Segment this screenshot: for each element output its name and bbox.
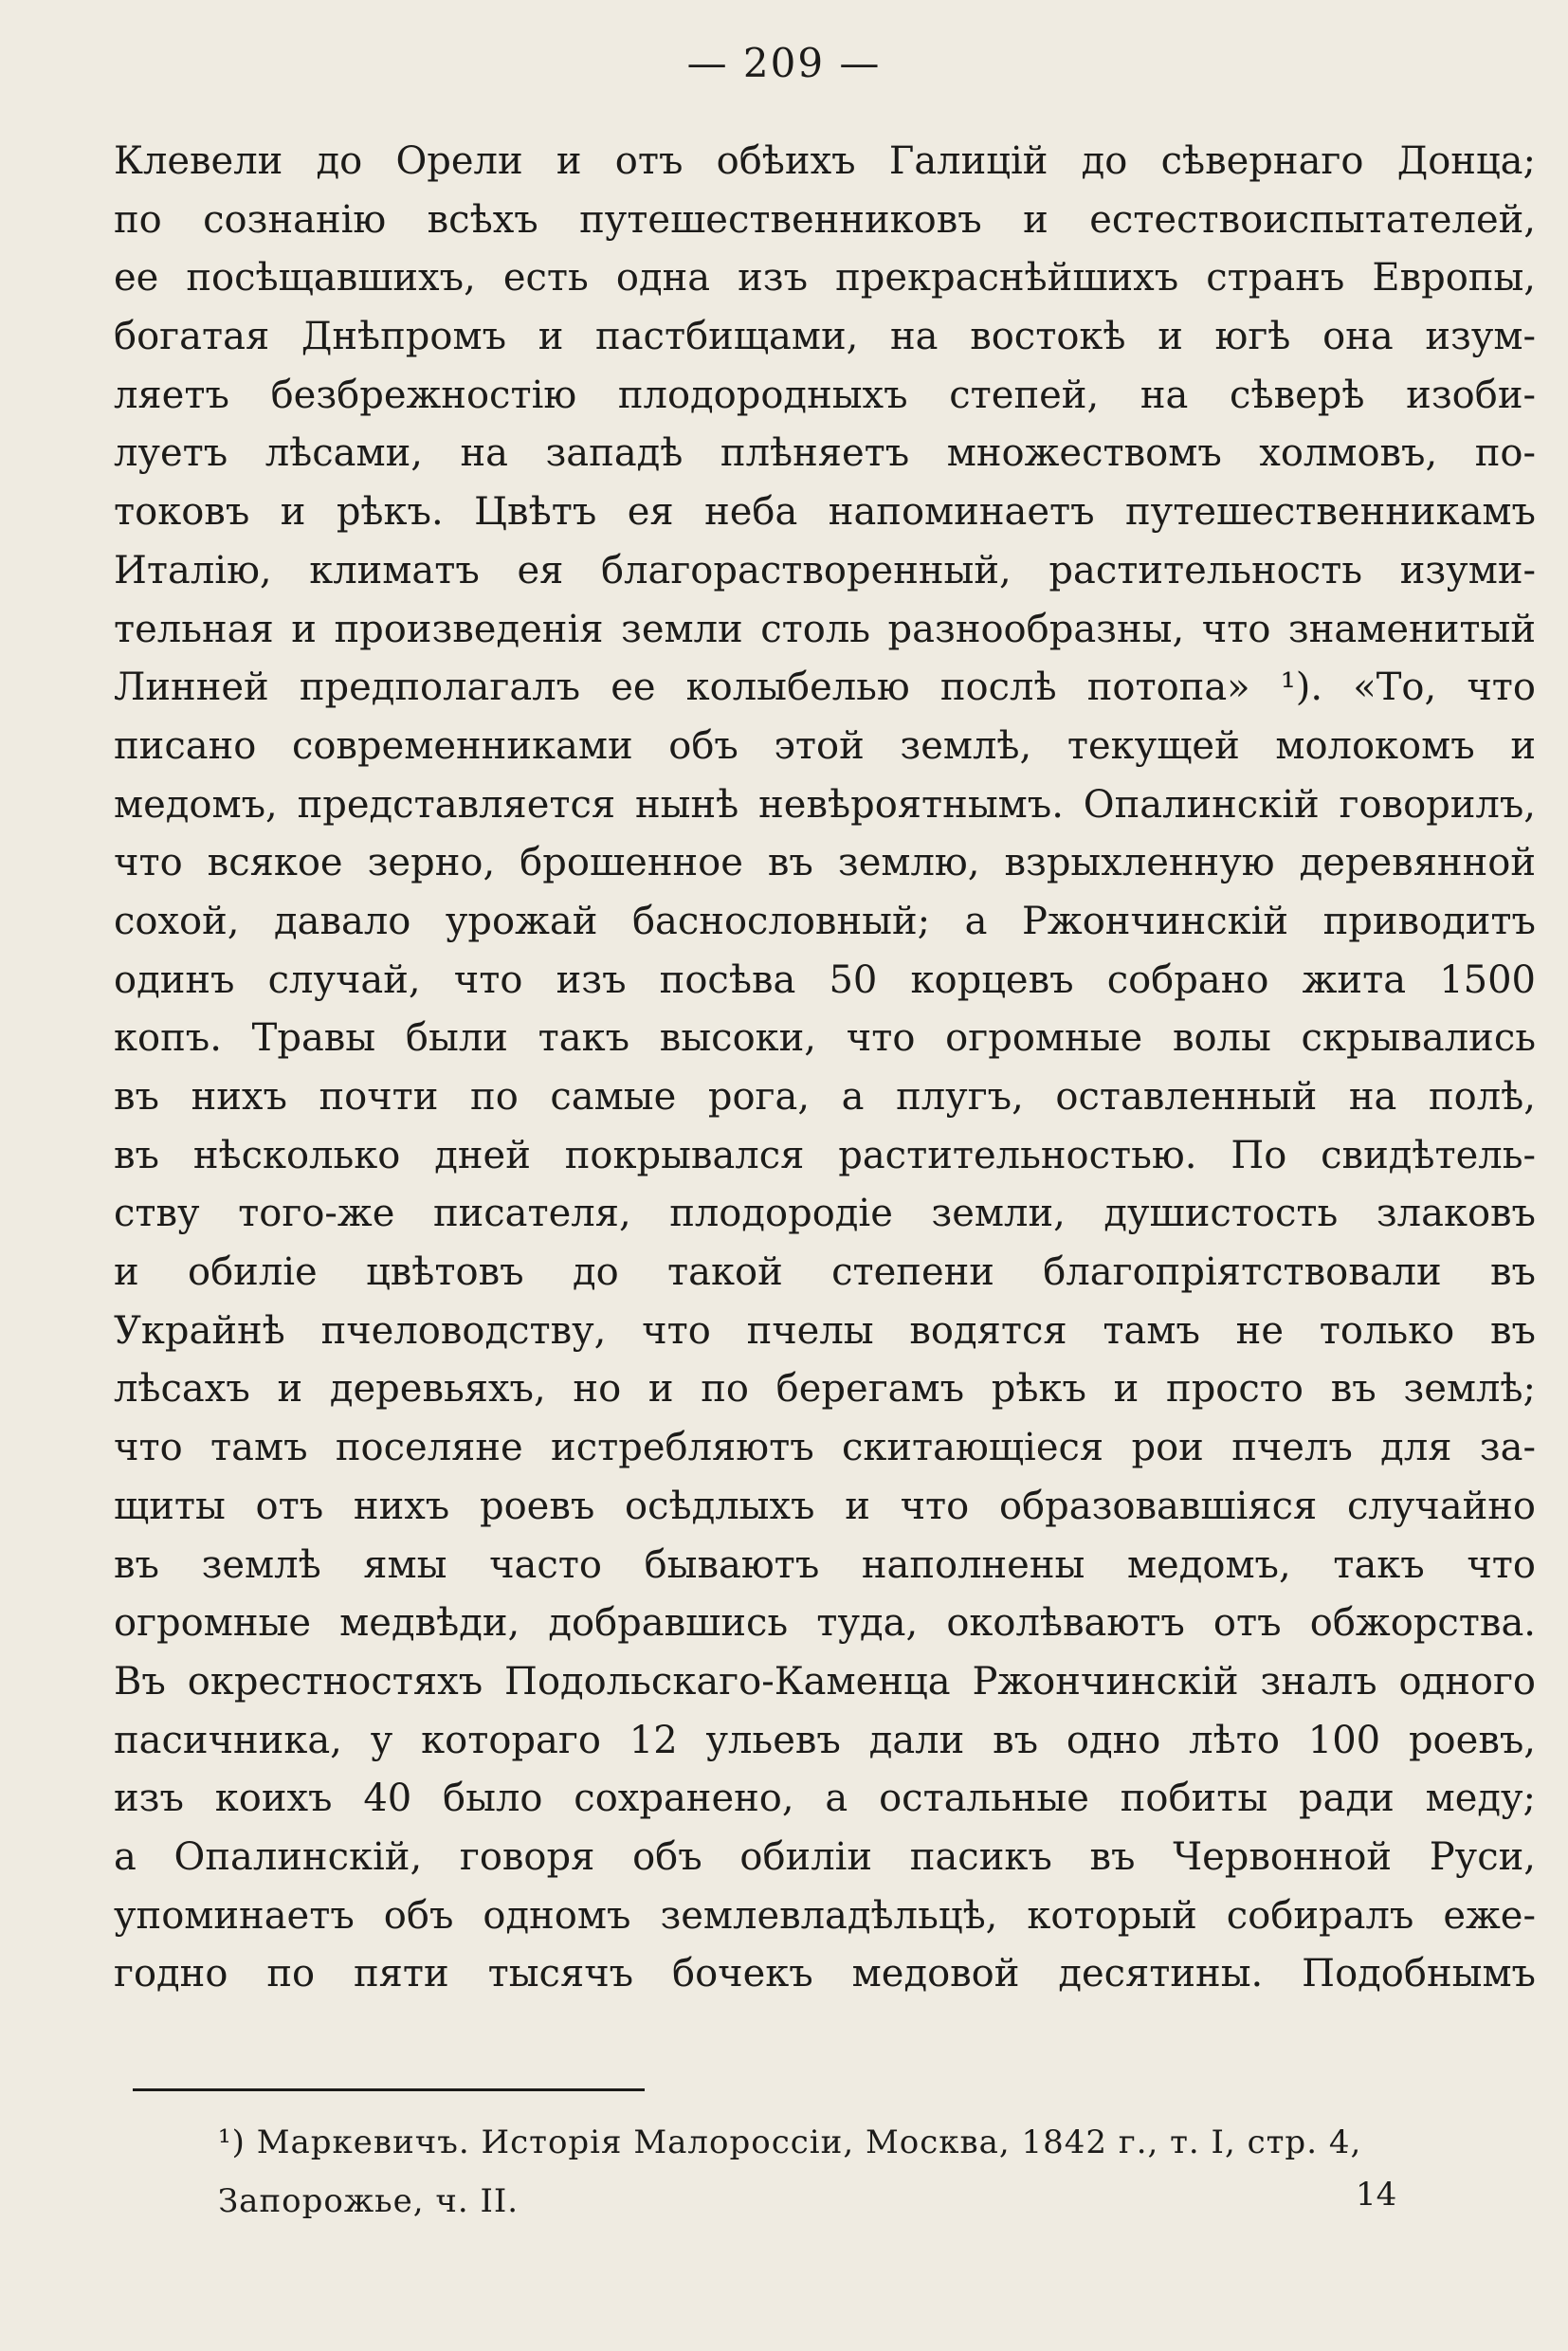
text-line: Въ окрестностяхъ Подольскаго-Каменца Ржончинскій зналъ одного: [114, 1659, 1536, 1704]
text-line: лѣсахъ и деревьяхъ, но и по берегамъ рѣкъ и просто въ землѣ;: [114, 1367, 1536, 1412]
text-line: что тамъ поселяне истребляютъ скитающіеся рои пчелъ для за-: [114, 1426, 1536, 1470]
body-text: [114, 133, 1536, 2004]
text-line: огромные медвѣди, добравшись туда, околѣваютъ отъ обжорства.: [114, 1601, 1536, 1646]
text-line: ляетъ безбрежностію плодородныхъ степей, на сѣверѣ изоби-: [114, 373, 1536, 417]
text-line: копъ. Травы были такъ высоки, что огромные волы скрывались: [114, 1016, 1536, 1061]
text-line: по сознанію всѣхъ путешественниковъ и естествоиспытателей,: [114, 197, 1536, 242]
text-line: сохой, давало урожай баснословный; а Ржончинскій приводитъ: [114, 899, 1536, 943]
footnote-rule: [133, 2088, 645, 2091]
text-line: токовъ и рѣкъ. Цвѣтъ ея неба напоминаетъ путешественникамъ: [114, 490, 1536, 535]
text-line: въ нѣсколько дней покрывался растительностью. По свидѣтель-: [114, 1133, 1536, 1177]
signature-mark: 14: [1356, 2176, 1397, 2214]
text-line: Клевели до Орели и отъ обѣихъ Галицій до сѣвернаго Донца;: [114, 139, 1536, 183]
text-line: что всякое зерно, брошенное въ землю, взрыхленную деревянной: [114, 841, 1536, 885]
text-line: Италію, климатъ ея благорастворенный, растительность изуми-: [114, 548, 1536, 592]
text-line: одинъ случай, что изъ посѣва 50 корцевъ собрано жита 1500: [114, 957, 1536, 1002]
text-line: а Опалинскій, говоря объ обиліи пасикъ въ Червонной Руси,: [114, 1834, 1536, 1879]
text-line: луетъ лѣсами, на западѣ плѣняетъ множествомъ холмовъ, по-: [114, 431, 1536, 476]
footnote-continuation: Запорожье, ч. II.: [218, 2182, 520, 2220]
text-line: упоминаетъ объ одномъ землевладѣльцѣ, который собиралъ еже-: [114, 1893, 1536, 1938]
page-number: — 209 —: [686, 40, 882, 86]
text-line: Украйнѣ пчеловодству, что пчелы водятся тамъ не только въ: [114, 1308, 1536, 1353]
footnote: ¹) Маркевичъ. Исторія Малороссіи, Москва, 1842 г., т. I, стр. 4,: [218, 2123, 1362, 2161]
text-line: медомъ, представляется нынѣ невѣроятнымъ. Опалинскій говорилъ,: [114, 782, 1536, 827]
text-line: ее посѣщавшихъ, есть одна изъ прекраснѣйшихъ странъ Европы,: [114, 256, 1536, 301]
text-line: ству того-же писателя, плодородіе земли, душистость злаковъ: [114, 1192, 1536, 1236]
text-line: и обиліе цвѣтовъ до такой степени благопріятствовали въ: [114, 1250, 1536, 1295]
text-line: писано современниками объ этой землѣ, текущей молокомъ и: [114, 723, 1536, 768]
text-line: тельная и произведенія земли столь разнообразны, что знаменитый: [114, 607, 1536, 651]
text-line: щиты отъ нихъ роевъ осѣдлыхъ и что образовавшіяся случайно: [114, 1484, 1536, 1528]
text-line: богатая Днѣпромъ и пастбищами, на востокѣ и югѣ она изум-: [114, 315, 1536, 359]
text-line: пасичника, у котораго 12 ульевъ дали въ одно лѣто 100 роевъ,: [114, 1718, 1536, 1762]
text-line: изъ коихъ 40 было сохранено, а остальные побиты ради меду;: [114, 1777, 1536, 1821]
text-line: въ землѣ ямы часто бываютъ наполнены медомъ, такъ что: [114, 1542, 1536, 1587]
text-line: годно по пяти тысячъ бочекъ медовой десятины. Подобнымъ: [114, 1952, 1536, 1996]
text-line: Линней предполагалъ ее колыбелью послѣ потопа» ¹). «То, что: [114, 665, 1536, 710]
text-line: въ нихъ почти по самые рога, а плугъ, оставленный на полѣ,: [114, 1075, 1536, 1119]
